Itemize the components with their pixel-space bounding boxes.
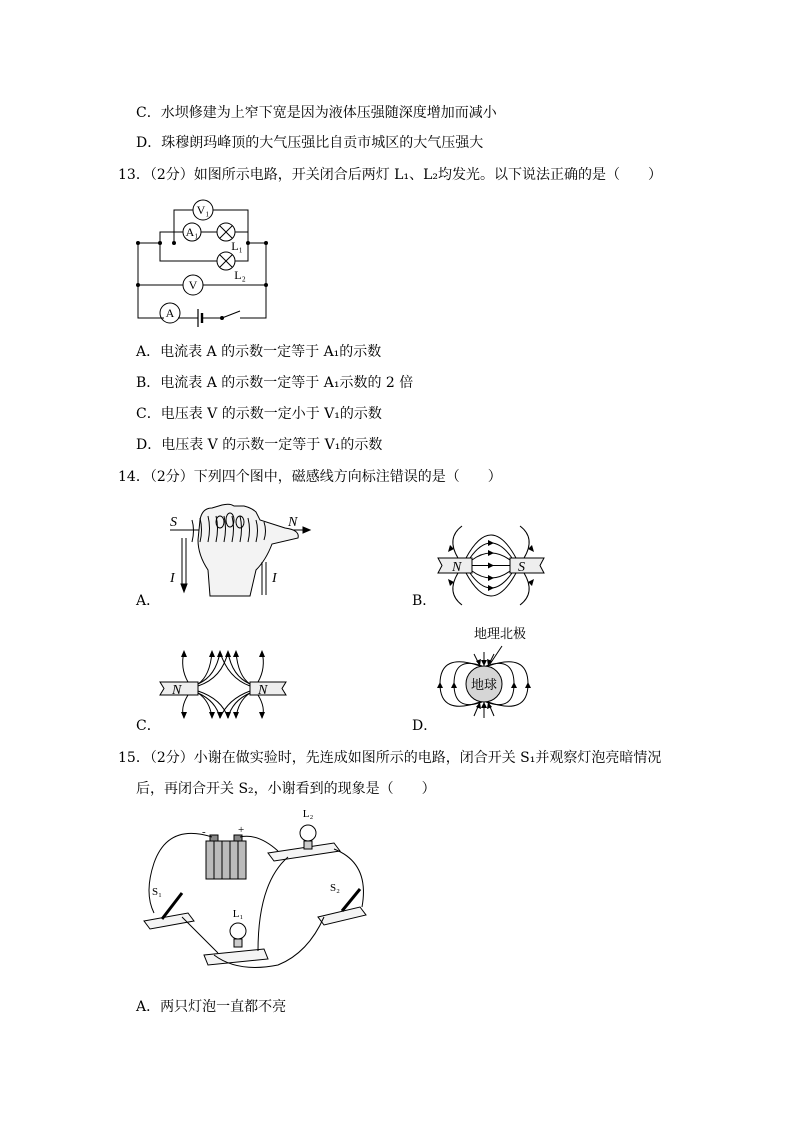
q13-option-d: D．电压表 V 的示数一定等于 V₁的示数 [136,437,383,453]
q13-option-a: A．电流表 A 的示数一定等于 A₁的示数 [136,344,382,360]
q14-figure-c-like-poles [158,648,288,720]
q14-fig-b-label: B． [412,593,437,609]
q13-option-b: B．电流表 A 的示数一定等于 A₁示数的 2 倍 [136,375,414,391]
q14-fig-c-label: C． [136,718,161,734]
q14a-i-left-label: I [170,571,175,586]
q15-stem-line2: 后，再闭合开关 S₂，小谢看到的现象是（ ） [136,781,436,797]
q14a-n-label: N [288,515,298,530]
q14d-earth-label: 地球 [470,677,498,692]
q13-a1-label: A₁ [185,225,199,239]
q15-l1-label: L₁ [232,908,244,920]
q13-stem: 13．（2分）如图所示电路，开关闭合后两灯 L₁、L₂均发光。以下说法正确的是（ ） [118,167,662,183]
q15-battery-plus-label: + [238,824,245,836]
q15-stem-line1: 15．（2分）小谢在做实验时，先连成如图所示的电路，闭合开关 S₁并观察灯泡亮暗情况 [118,750,662,766]
q13-v-label: V [188,278,198,292]
q14b-n-label: N [452,560,462,575]
q14b-s-label: S [518,560,525,575]
q14-fig-d-label: D． [412,718,438,734]
q15-s2-label: S₂ [330,882,340,894]
q14d-north-pole-label: 地理北极 [473,626,527,641]
q14c-n-left-label: N [172,683,182,698]
q14a-s-label: S [170,515,177,530]
q15-s1-label: S₁ [152,886,162,898]
q14-stem: 14．（2分）下列四个图中，磁感线方向标注错误的是（ ） [118,469,502,485]
q13-v1-label: V₁ [196,203,210,217]
q15-option-a: A．两只灯泡一直都不亮 [136,999,287,1015]
q14-fig-a-label: A． [136,593,161,609]
q12-option-d: D．珠穆朗玛峰顶的大气压强比自贡市城区的大气压强大 [136,135,484,151]
q13-option-c: C．电压表 V 的示数一定小于 V₁的示数 [136,406,382,422]
q13-circuit-diagram [130,195,275,330]
q15-battery-minus-label: - [202,826,206,838]
q13-a-label: A [165,306,175,320]
q14-figure-a-right-hand-coil [160,500,320,600]
q14-figure-b-opposite-poles [436,518,546,608]
q14a-i-right-label: I [272,571,277,586]
q13-l1-label: L₁ [231,239,243,253]
q14-figure-d-earth-magnetic-field [430,622,560,726]
q12-option-c: C．水坝修建为上窄下宽是因为液体压强随深度增加而减小 [136,105,497,121]
q15-l2-label: L₂ [302,808,314,820]
q14c-n-right-label: N [258,683,268,698]
q13-l2-label: L₂ [234,268,246,282]
q15-circuit-photo-diagram [138,803,378,973]
